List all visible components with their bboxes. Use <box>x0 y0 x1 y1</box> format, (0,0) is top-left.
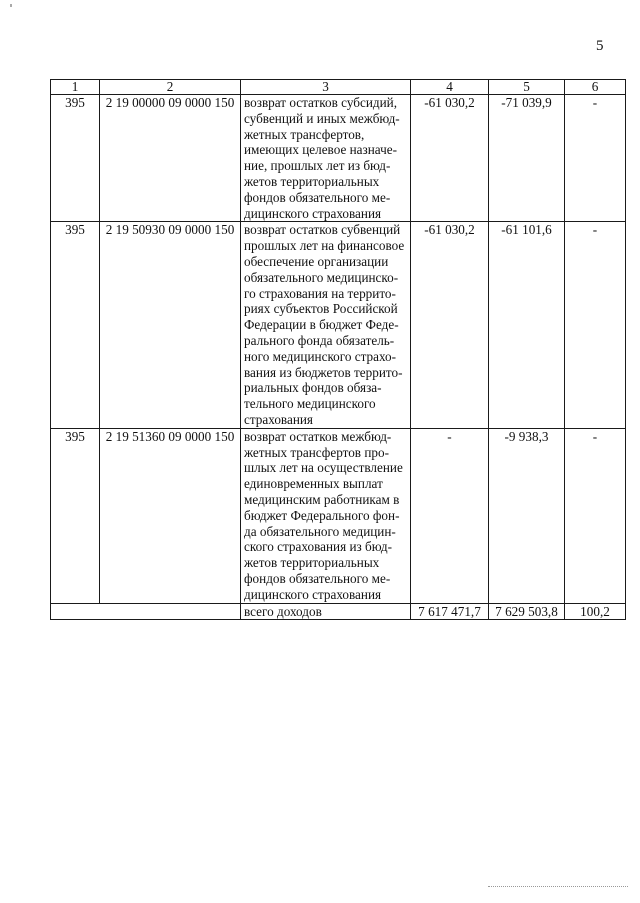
actual-amount-cell: -61 101,6 <box>489 222 565 428</box>
total-row <box>51 603 626 620</box>
total-plan-amount: 7 617 471,7 <box>411 603 489 620</box>
total-label: всего доходов <box>241 603 411 620</box>
total-actual-amount: 7 629 503,8 <box>489 603 565 620</box>
percent-cell: - <box>565 222 626 428</box>
actual-amount-cell: -9 938,3 <box>489 428 565 603</box>
table-header-row <box>51 80 626 95</box>
admin-code-cell: 395 <box>51 95 100 222</box>
scan-mark <box>10 4 12 7</box>
page-number: 5 <box>596 38 604 54</box>
table-row <box>51 95 626 222</box>
column-header: 3 <box>241 80 411 95</box>
table-row <box>51 428 626 603</box>
plan-amount-cell: - <box>411 428 489 603</box>
description-cell: возврат остатков субвенций прошлых лет на финансовое обеспечение организации обязательного медицинско- го страхования на террито- риях субъектов Российской Федерации в бюджет Феде- рального фонда обязатель- ного медицинского страхо- вания из бюджетов террито- риальных фондов обяза- тельного медицинского страхования <box>241 222 411 428</box>
admin-code-cell: 395 <box>51 222 100 428</box>
table-row <box>51 222 626 428</box>
total-percent: 100,2 <box>565 603 626 620</box>
footer-dotted-line <box>488 886 628 887</box>
description-cell: возврат остатков межбюд- жетных трансфертов про- шлых лет на осуществление единовременных выплат медицинским работникам в бюджет Федерального фон- да обязательного медицин- ского страхования из бюд- жетов территориальных фондов обязательного ме- дицинского страхования <box>241 428 411 603</box>
budget-code-cell: 2 19 50930 09 0000 150 <box>100 222 241 428</box>
admin-code-cell: 395 <box>51 428 100 603</box>
total-empty-cell <box>51 603 241 620</box>
plan-amount-cell: -61 030,2 <box>411 95 489 222</box>
actual-amount-cell: -71 039,9 <box>489 95 565 222</box>
column-header: 6 <box>565 80 626 95</box>
column-header: 2 <box>100 80 241 95</box>
percent-cell: - <box>565 95 626 222</box>
description-cell: возврат остатков субсидий, субвенций и иных межбюд- жетных трансфертов, имеющих целевое назначе- ние, прошлых лет из бюд- жетов территориальных фондов обязательного ме- дицинского страхования <box>241 95 411 222</box>
budget-code-cell: 2 19 00000 09 0000 150 <box>100 95 241 222</box>
budget-code-cell: 2 19 51360 09 0000 150 <box>100 428 241 603</box>
revenue-table <box>50 79 626 620</box>
percent-cell: - <box>565 428 626 603</box>
column-header: 1 <box>51 80 100 95</box>
column-header: 4 <box>411 80 489 95</box>
column-header: 5 <box>489 80 565 95</box>
plan-amount-cell: -61 030,2 <box>411 222 489 428</box>
